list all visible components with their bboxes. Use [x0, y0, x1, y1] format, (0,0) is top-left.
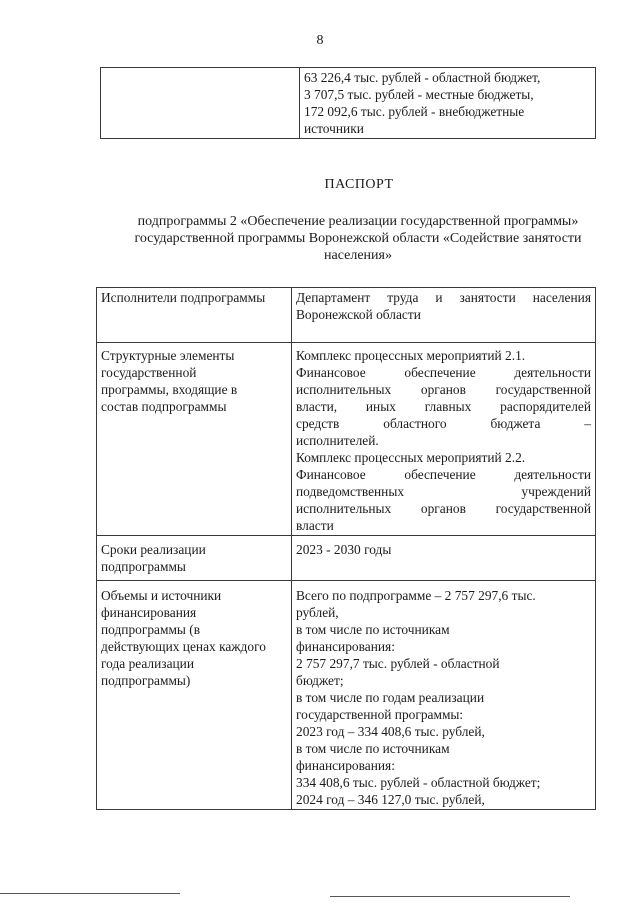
value-line: Комплекс процессных мероприятий 2.2.	[296, 450, 526, 465]
value-line: власти, иных главных распорядителей	[296, 399, 591, 414]
funding-continuation-table	[100, 67, 596, 139]
table-row	[97, 581, 596, 810]
passport-table	[96, 287, 596, 810]
label-line: года реализации	[101, 656, 195, 671]
label-line: состав подпрограммы	[101, 399, 227, 414]
value-line: 2024 год – 346 127,0 тыс. рублей,	[296, 792, 485, 807]
funding-line: 3 707,5 тыс. рублей - местные бюджеты,	[304, 87, 534, 102]
subtitle-line: государственной программы Воронежской области «Содействие занятости	[134, 231, 582, 246]
value-line: государственной программы:	[296, 707, 464, 722]
label-line: действующих ценах каждого	[101, 639, 266, 654]
finance-label	[97, 581, 292, 810]
period-label	[97, 536, 292, 581]
subtitle-line: населения»	[324, 248, 392, 263]
table-row	[97, 343, 596, 536]
value-line: финансирования:	[296, 639, 395, 654]
empty-cell	[101, 68, 300, 139]
value-line: 2023 год – 334 408,6 тыс. рублей,	[296, 724, 485, 739]
value-line: Комплекс процессных мероприятий 2.1.	[296, 348, 526, 363]
scan-edge-line	[330, 896, 570, 897]
value-line: власти	[296, 518, 334, 533]
value-line: Воронежской области	[296, 307, 421, 322]
label-line: подпрограммы (в	[101, 622, 201, 637]
funding-sources-cell	[300, 68, 596, 139]
value-line: рублей,	[296, 605, 339, 620]
finance-value	[292, 581, 596, 810]
funding-line: 63 226,4 тыс. рублей - областной бюджет,	[304, 70, 541, 85]
label-line: Структурные элементы	[101, 348, 235, 363]
label-line: государственной	[101, 365, 197, 380]
value-line: Финансовое обеспечение деятельности	[296, 467, 591, 482]
label-line: финансирования	[101, 605, 197, 620]
value-line: исполнительных органов государственной	[296, 382, 591, 397]
value-line: в том числе по годам реализации	[296, 690, 485, 705]
value-line: 334 408,6 тыс. рублей - областной бюджет;	[296, 775, 541, 790]
table-row	[97, 536, 596, 581]
label-line: программы, входящие в	[101, 382, 238, 397]
page-number: 8	[316, 33, 324, 48]
value-line: в том числе по источникам	[296, 741, 450, 756]
value-line: в том числе по источникам	[296, 622, 450, 637]
funding-line: источники	[304, 121, 364, 136]
value-line: исполнителей.	[296, 433, 379, 448]
executors-value	[292, 288, 596, 343]
subtitle-line: подпрограммы 2 «Обеспечение реализации государственной программы»	[137, 214, 579, 229]
label-line: подпрограммы	[101, 559, 186, 574]
table-row	[97, 288, 596, 343]
label-line: подпрограммы)	[101, 673, 191, 688]
scan-edge-line	[0, 893, 180, 894]
period-value: 2023 - 2030 годы	[292, 536, 596, 581]
structural-value	[292, 343, 596, 536]
value-line: 2 757 297,7 тыс. рублей - областной	[296, 656, 500, 671]
value-line: финансирования:	[296, 758, 395, 773]
value-line: бюджет;	[296, 673, 344, 688]
executors-label: Исполнители подпрограммы	[97, 288, 292, 343]
funding-line: 172 092,6 тыс. рублей - внебюджетные	[304, 104, 525, 119]
table-row	[101, 68, 596, 139]
passport-title: ПАСПОРТ	[324, 177, 394, 192]
label-line: Сроки реализации	[101, 542, 206, 557]
value-line: подведомственных учреждений	[296, 484, 591, 499]
value-line: средств областного бюджета –	[296, 416, 591, 431]
value-line: исполнительных органов государственной	[296, 501, 591, 516]
value-line: Департамент труда и занятости населения	[296, 290, 591, 305]
label-line: Объемы и источники	[101, 588, 222, 603]
passport-subtitle	[110, 213, 606, 264]
structural-label	[97, 343, 292, 536]
value-line: Всего по подпрограмме – 2 757 297,6 тыс.	[296, 588, 536, 603]
value-line: Финансовое обеспечение деятельности	[296, 365, 591, 380]
